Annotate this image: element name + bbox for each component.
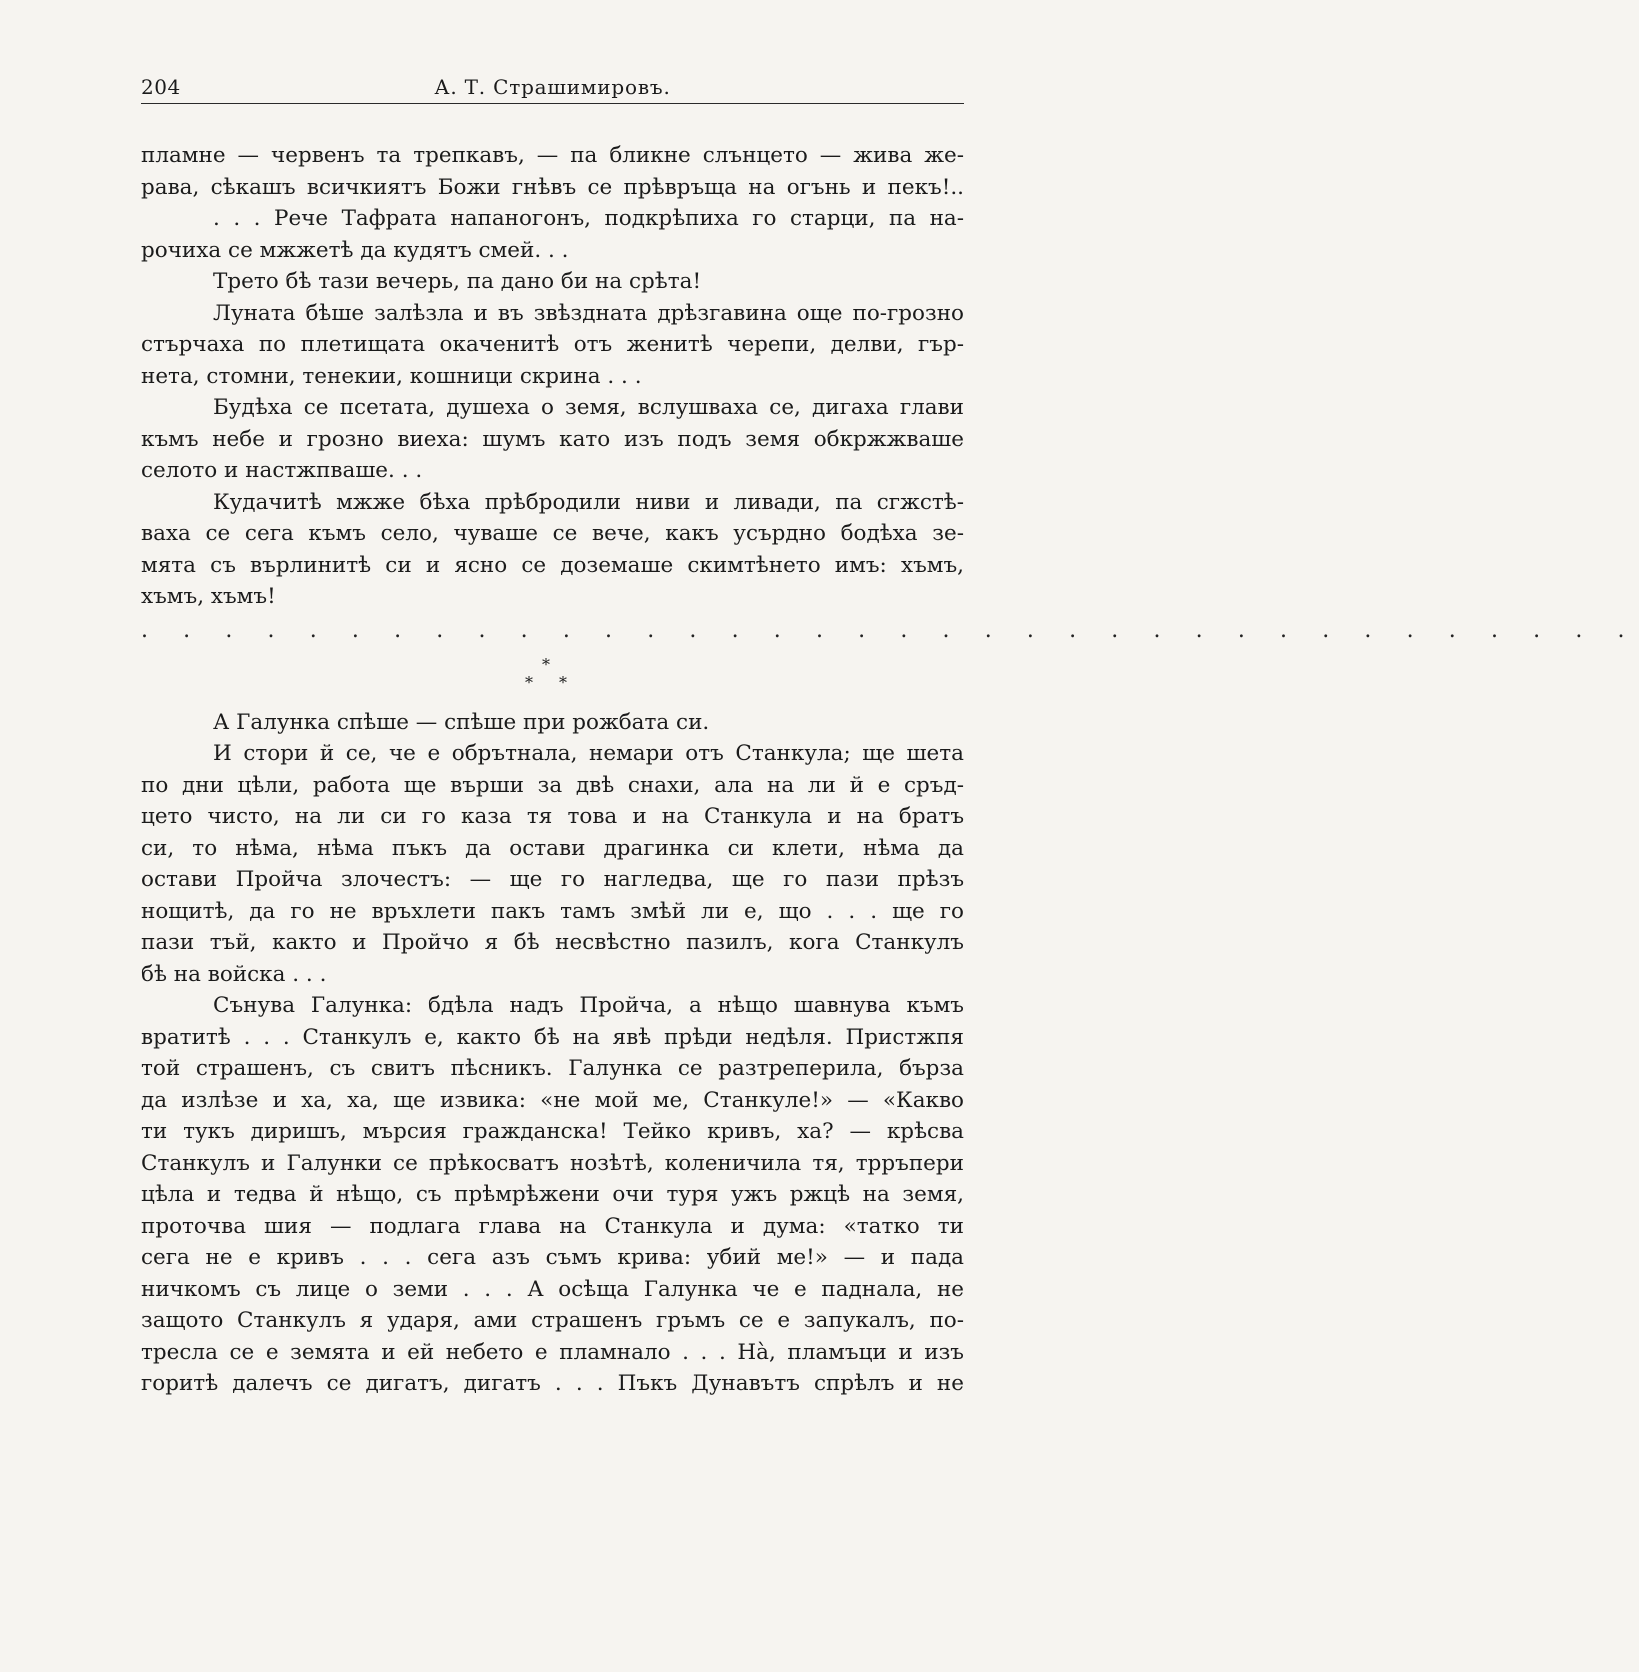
text-line: той страшенъ, съ свитъ пѣсникъ. Галунка се разтреперила, бърза [141,1056,964,1081]
text-line: Трето бѣ тази вечерь, па дано би на срѣта! [213,269,702,294]
text-line: горитѣ далечъ се дигатъ, дигатъ . . . Пъкъ Дунавътъ спрѣлъ и не [141,1371,964,1396]
asterism-star: * [559,672,567,692]
text-line: къмъ небе и грозно виеха: шумъ като изъ подъ земя обкржжваше [141,426,964,452]
asterism-star: * [542,654,550,674]
text-line: си, то нѣма, нѣма пъкъ да остави драгинка си клети, нѣма да [141,835,964,861]
text-line: цето чисто, на ли си го каза тя това и на Станкула и на братъ [141,804,964,829]
text-line: тресла се е земята и ей небето е пламнало . . . Нà, пламъци и изъ [141,1339,964,1365]
header-rule [141,103,964,104]
asterism-star: * [525,672,533,692]
text-line: пази тъй, както и Пройчо я бѣ несвѣстно пазилъ, кога Станкулъ [141,930,964,955]
text-line: Станкулъ и Галунки се прѣкосватъ нозѣтѣ, коленичила тя, трръпери [141,1150,964,1176]
text-line: ничкомъ съ лице о земи . . . А осѣща Галунка че е паднала, не [141,1276,964,1302]
text-line: хъмъ, хъмъ! [141,584,276,609]
text-line: пламне — червенъ та трепкавъ, — па бликне слънцето — жива же- [141,143,964,168]
page-number: 204 [141,75,181,99]
page-header [141,72,964,102]
text-line: рочиха се мжжетѣ да кудятъ смей. . . [141,237,569,263]
asterism [141,651,964,707]
text-line: цѣла и тедва й нѣщо, съ прѣмрѣжени очи туря ужъ ржцѣ на земя, [141,1182,964,1207]
running-head: А. Т. Страшимировъ. [434,75,671,99]
text-line: бѣ на войска . . . [141,961,327,987]
text-line: ваха се сега къмъ село, чуваше се вече, какъ усърдно бодѣха зе- [141,521,964,546]
text-line: да излѣзе и ха, ха, ще извика: «не мой ме, Станкуле!» — «Какво [141,1087,964,1113]
text-line: Сънува Галунка: бдѣла надъ Пройча, а нѣщо шавнува къмъ [213,993,964,1018]
text-line: А Галунка спѣше — спѣше при рожбата си. [213,709,710,735]
body-text [141,140,1639,1400]
text-line: нощитѣ, да го не връхлети пакъ тамъ змѣй ли е, що . . . ще го [141,898,964,924]
text-line: сега не е кривъ . . . сега азъ съмъ крива: убий ме!» — и пада [141,1245,964,1270]
text-line: Кудачитѣ мжже бѣха прѣбродили ниви и ливади, па сгжстѣ- [213,489,964,515]
text-line: рава, сѣкашъ всичкиятъ Божи гнѣвъ се прѣвръща на огънь и пекъ!.. [141,174,964,200]
text-line: ти тукъ диришъ, мърсия гражданска! Тейко кривъ, ха? — крѣсва [141,1119,964,1144]
text-line: остави Пройча злочестъ: — ще го нагледва, ще го пази прѣзъ [141,867,964,892]
text-line: мята съ върлинитѣ си и ясно се доземаше скимтѣнето имъ: хъмъ, [141,552,964,578]
text-line: защото Станкулъ я ударя, ами страшенъ гръмъ се е запукалъ, по- [141,1308,964,1333]
text-line: проточва шия — подлага глава на Станкула и дума: «татко ти [141,1213,964,1239]
text-line: по дни цѣли, работа ще върши за двѣ снахи, ала на ли й е сръд- [141,772,964,798]
text-line: И стори й се, че е обрътнала, немари отъ Станкула; ще шета [213,741,964,766]
text-line: . . . Рече Тафрата напаногонъ, подкрѣпиха го старци, па на- [213,206,964,231]
text-line: селото и настжпваше. . . [141,458,423,483]
ellipsis-separator: . . . . . . . . . . . . . . . . . . . . . . . . . . . . . . . . . . . . [141,617,1639,643]
text-line: Будѣха се псетата, душеха о земя, вслушваха се, дигаха глави [213,395,964,420]
text-line: стърчаха по плетищата окаченитѣ отъ женитѣ черепи, делви, гър- [141,332,964,357]
text-line: вратитѣ . . . Станкулъ е, както бѣ на явѣ прѣди недѣля. Пристжпя [141,1024,964,1050]
text-line: Луната бѣше залѣзла и въ звѣздната дрѣзгавина още по-грозно [213,300,964,326]
text-line: нета, стомни, тенекии, кошници скрина . . . [141,363,642,389]
